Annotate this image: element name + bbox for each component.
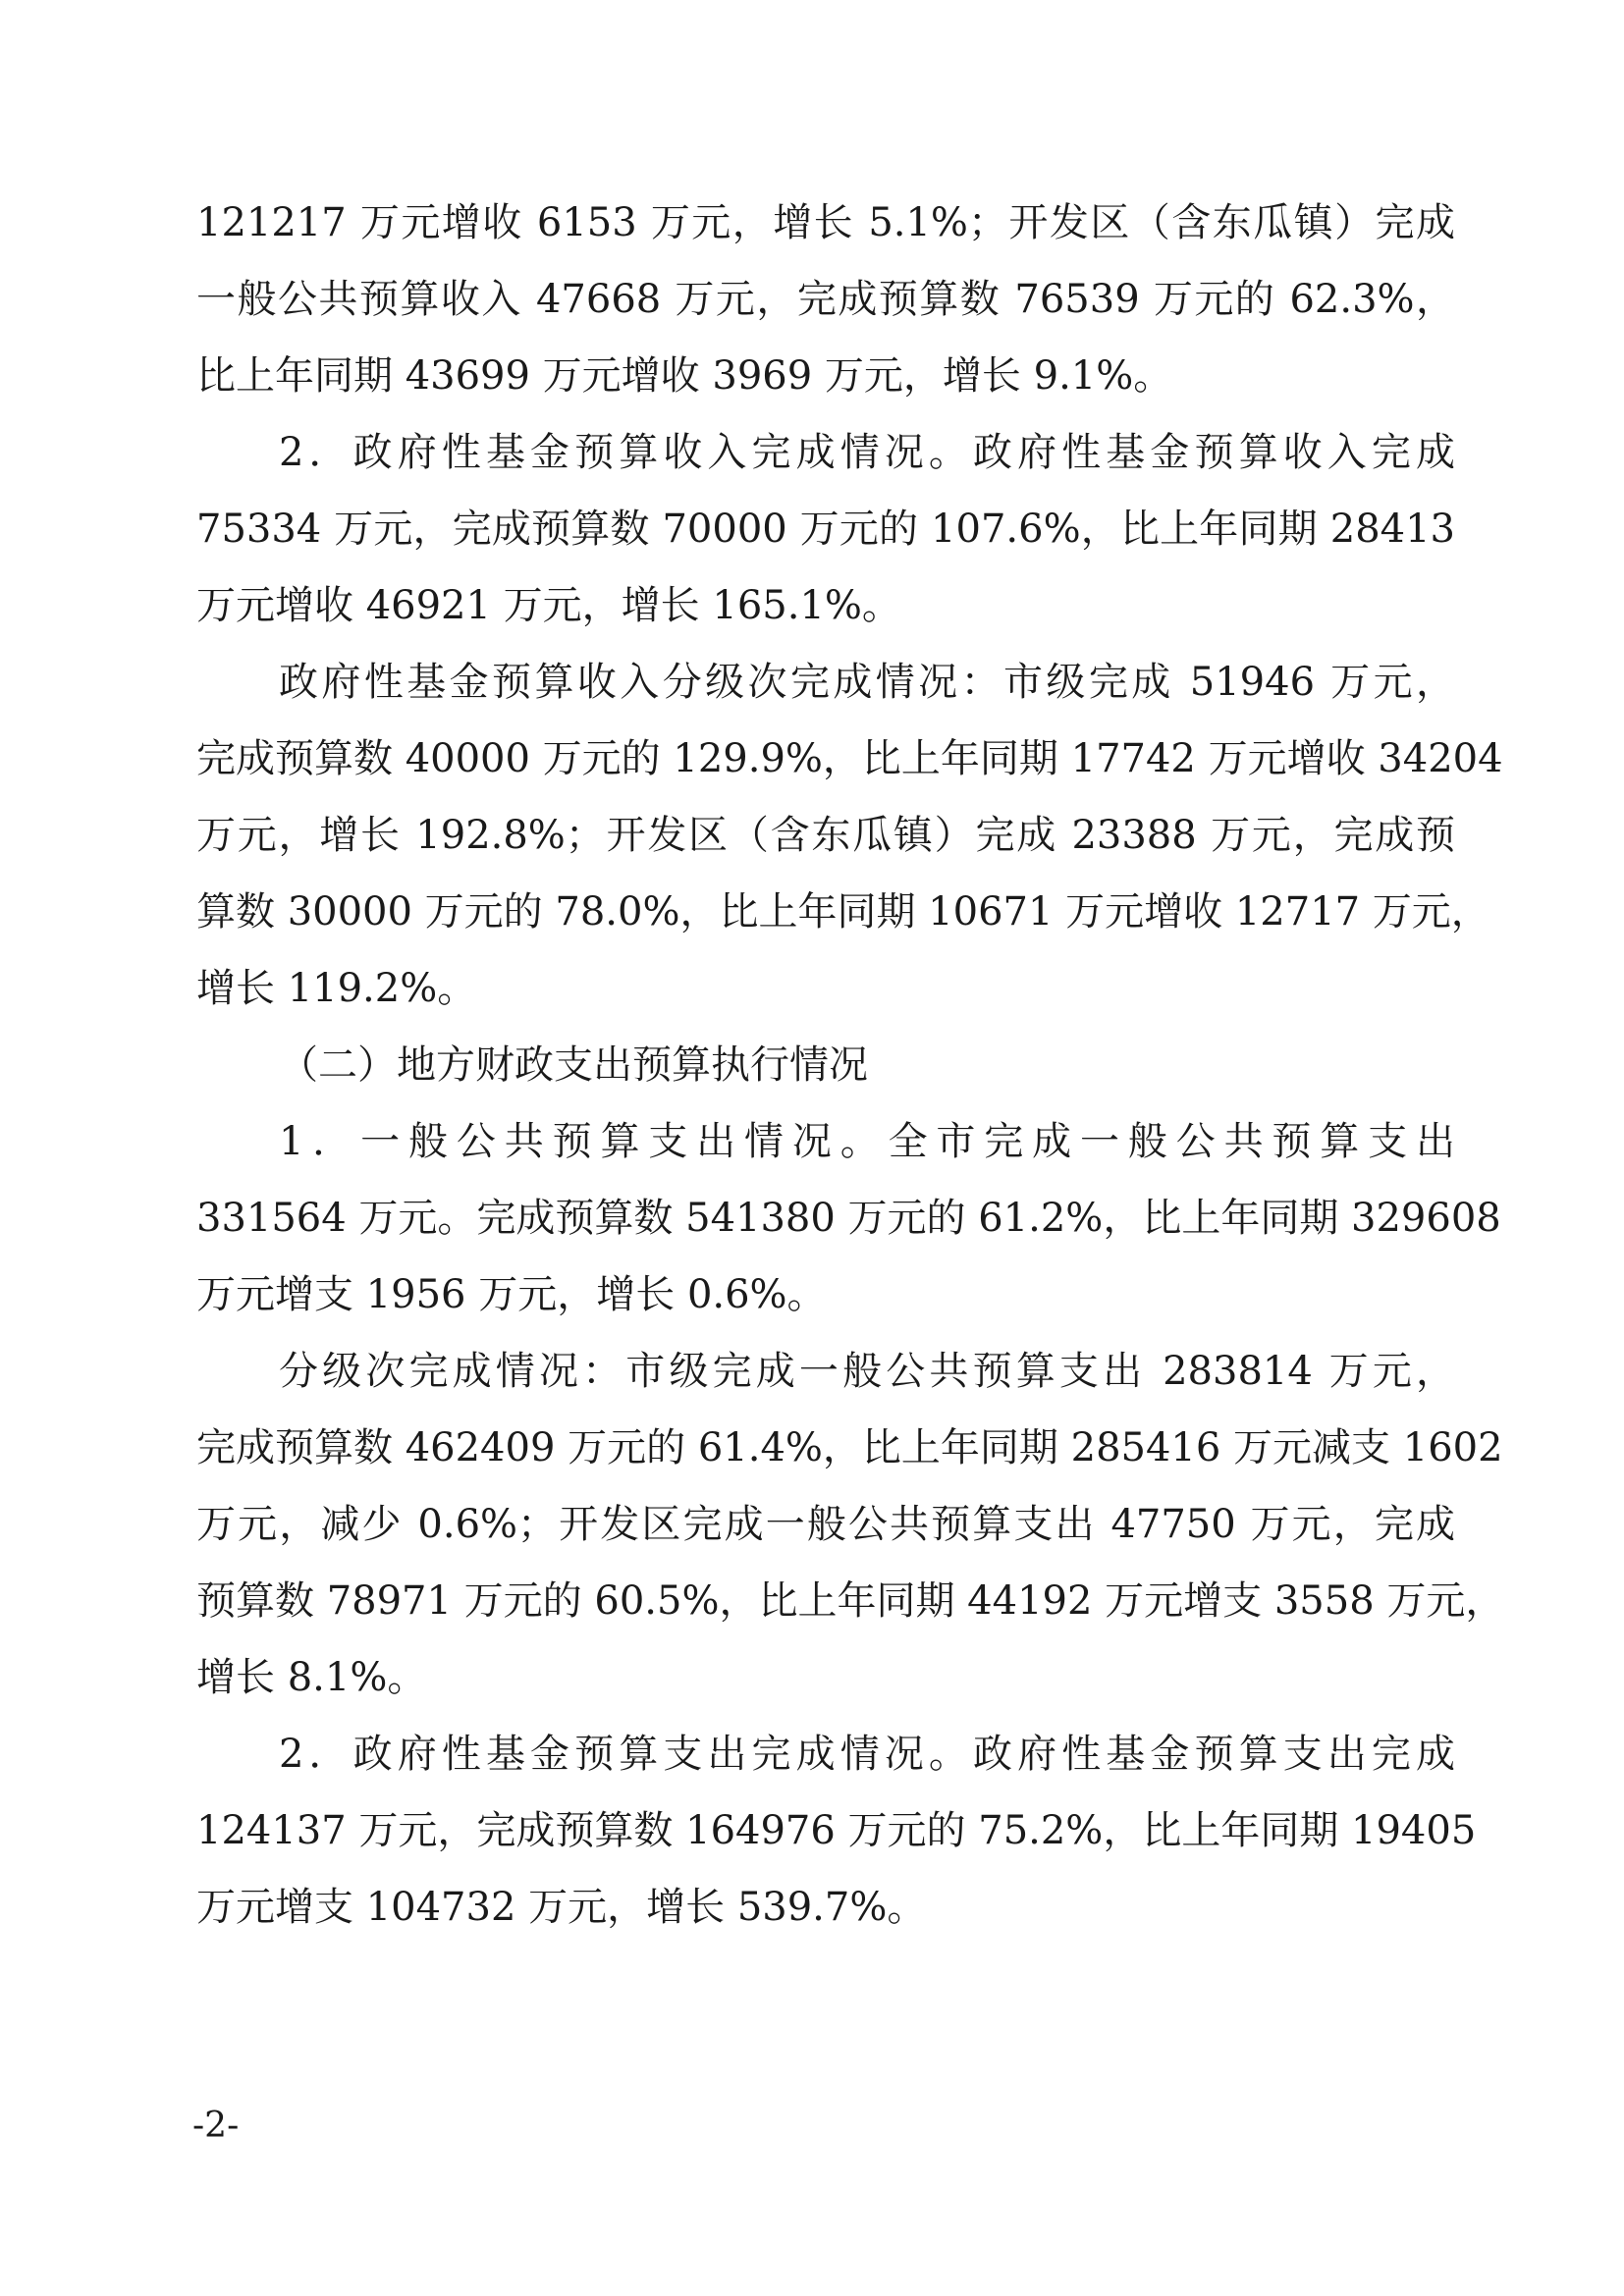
text-line: 完成预算数 462409 万元的 61.4%，比上年同期 285416 万元减支 1602: [196, 1425, 1503, 1470]
text-line: 政府性基金预算收入分级次完成情况：市级完成 51946 万元，: [279, 660, 1455, 705]
text-line: 比上年同期 43699 万元增收 3969 万元，增长 9.1%。: [196, 353, 1173, 399]
page-number: -2-: [192, 2106, 240, 2146]
text-line: 万元，增长 192.8%；开发区（含东瓜镇）完成 23388 万元，完成预: [196, 813, 1455, 858]
text-line: 预算数 78971 万元的 60.5%，比上年同期 44192 万元增支 3558 万元，: [196, 1578, 1505, 1624]
text-line: 一般公共预算收入 47668 万元，完成预算数 76539 万元的 62.3%，: [196, 277, 1455, 322]
text-line: 分级次完成情况：市级完成一般公共预算支出 283814 万元，: [279, 1349, 1455, 1394]
text-line: 2．政府性基金预算收入完成情况。政府性基金预算收入完成: [279, 430, 1455, 475]
text-line: 1．一般公共预算支出情况。全市完成一般公共预算支出: [279, 1119, 1455, 1164]
text-line: 331564 万元。完成预算数 541380 万元的 61.2%，比上年同期 329608: [196, 1196, 1501, 1241]
text-line: 完成预算数 40000 万元的 129.9%，比上年同期 17742 万元增收 34204: [196, 736, 1503, 781]
text-line: 万元增收 46921 万元，增长 165.1%。: [196, 583, 901, 628]
text-line: 增长 8.1%。: [196, 1655, 427, 1700]
text-line: 121217 万元增收 6153 万元，增长 5.1%；开发区（含东瓜镇）完成: [196, 200, 1455, 245]
body-text: [196, 185, 1505, 1946]
text-line: 算数 30000 万元的 78.0%，比上年同期 10671 万元增收 12717 万元，: [196, 889, 1490, 934]
text-line: 万元增支 1956 万元，增长 0.6%。: [196, 1272, 827, 1317]
text-line: 万元增支 104732 万元，增长 539.7%。: [196, 1885, 927, 1930]
text-line: 75334 万元，完成预算数 70000 万元的 107.6%，比上年同期 28413: [196, 507, 1455, 552]
text-line: 124137 万元，完成预算数 164976 万元的 75.2%，比上年同期 19405: [196, 1808, 1477, 1853]
text-line: 2．政府性基金预算支出完成情况。政府性基金预算支出完成: [279, 1732, 1455, 1777]
section-heading: （二）地方财政支出预算执行情况: [279, 1042, 868, 1088]
text-line: 增长 119.2%。: [196, 966, 477, 1011]
text-line: 万元，减少 0.6%；开发区完成一般公共预算支出 47750 万元，完成: [196, 1502, 1455, 1547]
